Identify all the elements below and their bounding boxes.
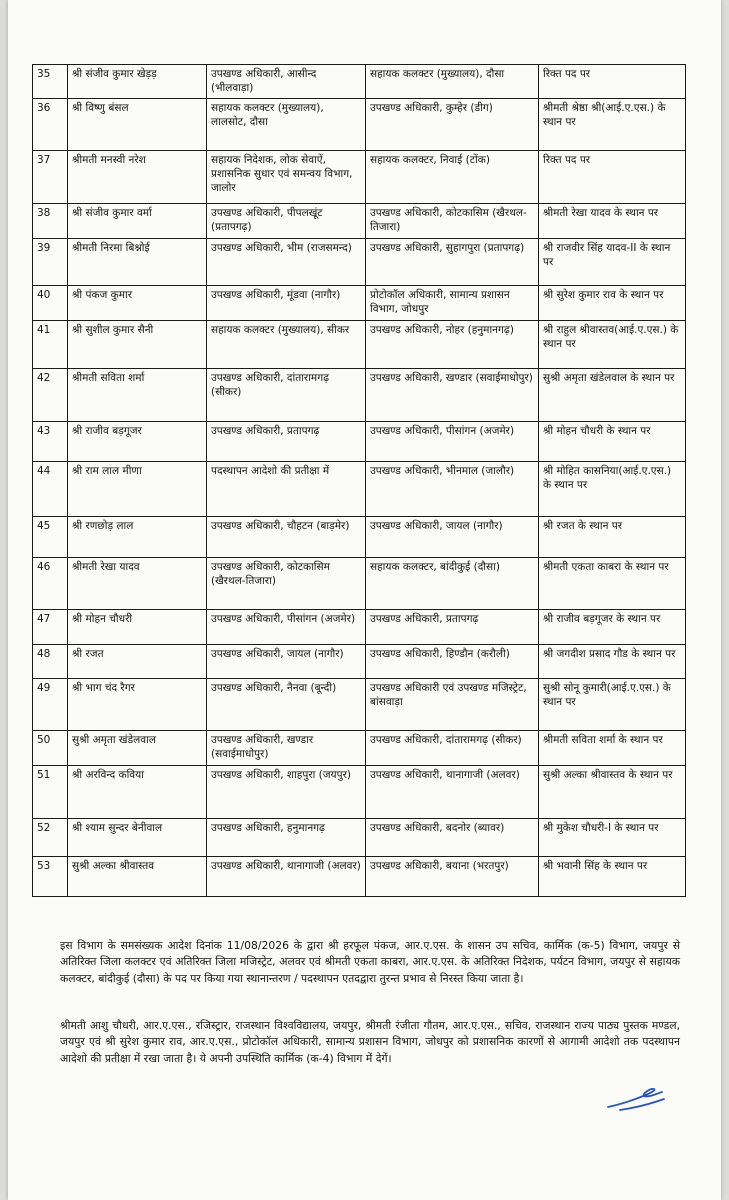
table-row bbox=[33, 558, 686, 610]
serial-number-cell: 45 bbox=[33, 517, 68, 558]
remark-cell: श्री सुरेश कुमार राव के स्थान पर bbox=[539, 286, 686, 321]
new-post-cell: उपखण्ड अधिकारी, भीनमाल (जालौर) bbox=[366, 462, 539, 517]
officer-name-cell: श्री मोहन चौधरी bbox=[68, 610, 207, 645]
new-post-cell: उपखण्ड अधिकारी, जायल (नागौर) bbox=[366, 517, 539, 558]
current-post-cell: पदस्थापन आदेशो की प्रतीक्षा में bbox=[207, 462, 366, 517]
serial-number-cell: 48 bbox=[33, 645, 68, 679]
awaiting-posting-paragraph: श्रीमती आशु चौधरी, आर.ए.एस., रजिस्ट्रार, राजस्थान विश्वविद्यालय, जयपुर, श्रीमती रंजीता गौतम, आर.ए.एस., सचिव, राजस्थान राज्य पाठ्य पुस्तक मण्डल, जयपुर एवं श्री सुरेश कुमार राव, आर.ए.एस., प्रोटोकॉल अधिकारी, सामान्य प्रशासन विभाग, जोधपुर को प्रशासनिक कारणों से आगामी आदेशो तक पदस्थापन आदेशो की प्रतीक्षा में रखा जाता है। ये अपनी उपस्थिति कार्मिक (क-4) विभाग में देगें। bbox=[60, 1019, 680, 1065]
serial-number-cell: 42 bbox=[33, 369, 68, 422]
serial-number-cell: 36 bbox=[33, 99, 68, 151]
new-post-cell: उपखण्ड अधिकारी, थानागाजी (अलवर) bbox=[366, 766, 539, 819]
table-row bbox=[33, 857, 686, 897]
new-post-cell: उपखण्ड अधिकारी, दांतारामगढ़ (सीकर) bbox=[366, 731, 539, 766]
table-row bbox=[33, 645, 686, 679]
table-row bbox=[33, 204, 686, 239]
current-post-cell: उपखण्ड अधिकारी, पीसांगन (अजमेर) bbox=[207, 610, 366, 645]
table-row bbox=[33, 99, 686, 151]
transfer-table-body bbox=[33, 65, 686, 897]
new-post-cell: उपखण्ड अधिकारी, सुहागपुरा (प्रतापगढ़) bbox=[366, 239, 539, 286]
new-post-cell: उपखण्ड अधिकारी, कुम्हेर (डीग) bbox=[366, 99, 539, 151]
remark-cell: श्रीमती एकता काबरा के स्थान पर bbox=[539, 558, 686, 610]
remark-cell: रिक्त पद पर bbox=[539, 65, 686, 99]
officer-name-cell: श्री विष्णु बंसल bbox=[68, 99, 207, 151]
officer-name-cell: श्री राजीव बड़गूजर bbox=[68, 422, 207, 462]
remark-cell: श्रीमती रेखा यादव के स्थान पर bbox=[539, 204, 686, 239]
table-row bbox=[33, 766, 686, 819]
new-post-cell: उपखण्ड अधिकारी, पीसांगन (अजमेर) bbox=[366, 422, 539, 462]
serial-number-cell: 39 bbox=[33, 239, 68, 286]
serial-number-cell: 40 bbox=[33, 286, 68, 321]
current-post-cell: उपखण्ड अधिकारी, नैनवा (बून्दी) bbox=[207, 679, 366, 731]
remark-cell: श्री राजवीर सिंह यादव-II के स्थान पर bbox=[539, 239, 686, 286]
serial-number-cell: 47 bbox=[33, 610, 68, 645]
new-post-cell: सहायक कलक्टर, निवाई (टोंक) bbox=[366, 151, 539, 204]
serial-number-cell: 44 bbox=[33, 462, 68, 517]
serial-number-cell: 50 bbox=[33, 731, 68, 766]
current-post-cell: सहायक निदेशक, लोक सेवाऐं, प्रशासनिक सुधार एवं समन्वय विभाग, जालोर bbox=[207, 151, 366, 204]
serial-number-cell: 37 bbox=[33, 151, 68, 204]
officer-name-cell: श्रीमती सविता शर्मा bbox=[68, 369, 207, 422]
table-row bbox=[33, 517, 686, 558]
remark-cell: सुश्री सोनू कुमारी(आई.ए.एस.) के स्थान पर bbox=[539, 679, 686, 731]
current-post-cell: उपखण्ड अधिकारी, पीपलखूंट (प्रतापगढ़) bbox=[207, 204, 366, 239]
officer-name-cell: श्री संजीव कुमार खेड़ड़ bbox=[68, 65, 207, 99]
serial-number-cell: 43 bbox=[33, 422, 68, 462]
table-row bbox=[33, 369, 686, 422]
current-post-cell: उपखण्ड अधिकारी, मूंडवा (नागौर) bbox=[207, 286, 366, 321]
serial-number-cell: 51 bbox=[33, 766, 68, 819]
table-row bbox=[33, 321, 686, 369]
current-post-cell: उपखण्ड अधिकारी, शाहपुरा (जयपुर) bbox=[207, 766, 366, 819]
table-row bbox=[33, 610, 686, 645]
table-row bbox=[33, 151, 686, 204]
current-post-cell: उपखण्ड अधिकारी, जायल (नागौर) bbox=[207, 645, 366, 679]
new-post-cell: सहायक कलक्टर (मुख्यालय), दौसा bbox=[366, 65, 539, 99]
current-post-cell: सहायक कलक्टर (मुख्यालय), लालसोट, दौसा bbox=[207, 99, 366, 151]
serial-number-cell: 46 bbox=[33, 558, 68, 610]
cancellation-paragraph: इस विभाग के समसंख्यक आदेश दिनांक 11/08/2026 के द्वारा श्री हरफूल पंकज, आर.ए.एस. के शासन उप सचिव, कार्मिक (क-5) विभाग, जयपुर से अतिरिक्त जिला कलक्टर एवं अतिरिक्त जिला मजिस्ट्रेट, अलवर एवं श्रीमती एकता काबरा, आर.ए.एस. के अतिरिक्त निदेशक, पर्यटन विभाग, जयपुर से सहायक कलक्टर, बांदीकुई (दौसा) के पद पर किया गया स्थानान्तरण / पदस्थापन एतदद्वारा तुरन्त प्रभाव से निरस्त किया जाता है। bbox=[60, 939, 680, 985]
officer-name-cell: श्री संजीव कुमार वर्मा bbox=[68, 204, 207, 239]
new-post-cell: उपखण्ड अधिकारी, बयाना (भरतपुर) bbox=[366, 857, 539, 897]
new-post-cell: उपखण्ड अधिकारी, हिण्डौन (करौली) bbox=[366, 645, 539, 679]
officer-name-cell: श्री पंकज कुमार bbox=[68, 286, 207, 321]
remark-cell: श्री रजत के स्थान पर bbox=[539, 517, 686, 558]
table-row bbox=[33, 731, 686, 766]
remark-cell: श्रीमती सविता शर्मा के स्थान पर bbox=[539, 731, 686, 766]
new-post-cell: उपखण्ड अधिकारी, नोहर (हनुमानगढ़) bbox=[366, 321, 539, 369]
officer-name-cell: श्रीमती रेखा यादव bbox=[68, 558, 207, 610]
officer-name-cell: श्रीमती मनस्वी नरेश bbox=[68, 151, 207, 204]
transfer-table bbox=[32, 64, 686, 897]
officer-name-cell: सुश्री अमृता खंडेलवाल bbox=[68, 731, 207, 766]
serial-number-cell: 53 bbox=[33, 857, 68, 897]
remark-cell: श्री भवानी सिंह के स्थान पर bbox=[539, 857, 686, 897]
remark-cell: श्री मोहित कासनिया(आई.ए.एस.) के स्थान पर bbox=[539, 462, 686, 517]
table-row bbox=[33, 422, 686, 462]
signature-mark bbox=[604, 1082, 668, 1114]
current-post-cell: उपखण्ड अधिकारी, आसीन्द (भीलवाड़ा) bbox=[207, 65, 366, 99]
officer-name-cell: श्री सुशील कुमार सैनी bbox=[68, 321, 207, 369]
serial-number-cell: 35 bbox=[33, 65, 68, 99]
new-post-cell: उपखण्ड अधिकारी, बदनोर (ब्यावर) bbox=[366, 819, 539, 857]
serial-number-cell: 52 bbox=[33, 819, 68, 857]
current-post-cell: उपखण्ड अधिकारी, प्रतापगढ़ bbox=[207, 422, 366, 462]
current-post-cell: उपखण्ड अधिकारी, भीम (राजसमन्द) bbox=[207, 239, 366, 286]
new-post-cell: उपखण्ड अधिकारी एवं उपखण्ड मजिस्ट्रेट, बांसवाड़ा bbox=[366, 679, 539, 731]
table-row bbox=[33, 239, 686, 286]
serial-number-cell: 49 bbox=[33, 679, 68, 731]
officer-name-cell: श्री भाग चंद रैगर bbox=[68, 679, 207, 731]
table-row bbox=[33, 679, 686, 731]
current-post-cell: उपखण्ड अधिकारी, चौहटन (बाड़मेर) bbox=[207, 517, 366, 558]
serial-number-cell: 38 bbox=[33, 204, 68, 239]
remark-cell: सुश्री अल्का श्रीवास्तव के स्थान पर bbox=[539, 766, 686, 819]
new-post-cell: सहायक कलक्टर, बांदीकुई (दौसा) bbox=[366, 558, 539, 610]
remark-cell: श्री जगदीश प्रसाद गौड के स्थान पर bbox=[539, 645, 686, 679]
new-post-cell: उपखण्ड अधिकारी, प्रतापगढ़ bbox=[366, 610, 539, 645]
new-post-cell: उपखण्ड अधिकारी, कोटकासिम (खैरथल-तिजारा) bbox=[366, 204, 539, 239]
table-row bbox=[33, 819, 686, 857]
officer-name-cell: श्री रजत bbox=[68, 645, 207, 679]
remark-cell: रिक्त पद पर bbox=[539, 151, 686, 204]
table-row bbox=[33, 286, 686, 321]
new-post-cell: उपखण्ड अधिकारी, खण्डार (सवाईमाधोपुर) bbox=[366, 369, 539, 422]
officer-name-cell: श्री श्याम सुन्दर बेनीवाल bbox=[68, 819, 207, 857]
remark-cell: श्रीमती श्रेष्ठा श्री(आई.ए.एस.) के स्थान पर bbox=[539, 99, 686, 151]
current-post-cell: उपखण्ड अधिकारी, हनुमानगढ़ bbox=[207, 819, 366, 857]
document-page bbox=[8, 0, 721, 1200]
table-row bbox=[33, 65, 686, 99]
officer-name-cell: श्री अरविन्द कविया bbox=[68, 766, 207, 819]
new-post-cell: प्रोटोकॉल अधिकारी, सामान्य प्रशासन विभाग, जोधपुर bbox=[366, 286, 539, 321]
remark-cell: श्री मुकेश चौधरी-I के स्थान पर bbox=[539, 819, 686, 857]
serial-number-cell: 41 bbox=[33, 321, 68, 369]
officer-name-cell: श्री रणछोड़ लाल bbox=[68, 517, 207, 558]
remark-cell: श्री मोहन चौधरी के स्थान पर bbox=[539, 422, 686, 462]
table-row bbox=[33, 462, 686, 517]
officer-name-cell: श्रीमती निरमा बिश्नोई bbox=[68, 239, 207, 286]
current-post-cell: उपखण्ड अधिकारी, दांतारामगढ़ (सीकर) bbox=[207, 369, 366, 422]
current-post-cell: उपखण्ड अधिकारी, कोटकासिम (खैरथल-तिजारा) bbox=[207, 558, 366, 610]
officer-name-cell: सुश्री अल्का श्रीवास्तव bbox=[68, 857, 207, 897]
remark-cell: श्री राहुल श्रीवास्तव(आई.ए.एस.) के स्थान पर bbox=[539, 321, 686, 369]
remark-cell: सुश्री अमृता खंडेलवाल के स्थान पर bbox=[539, 369, 686, 422]
officer-name-cell: श्री राम लाल मीणा bbox=[68, 462, 207, 517]
current-post-cell: उपखण्ड अधिकारी, थानागाजी (अलवर) bbox=[207, 857, 366, 897]
remark-cell: श्री राजीव बड़गूजर के स्थान पर bbox=[539, 610, 686, 645]
current-post-cell: सहायक कलक्टर (मुख्यालय), सीकर bbox=[207, 321, 366, 369]
current-post-cell: उपखण्ड अधिकारी, खण्डार (सवाईमाधोपुर) bbox=[207, 731, 366, 766]
